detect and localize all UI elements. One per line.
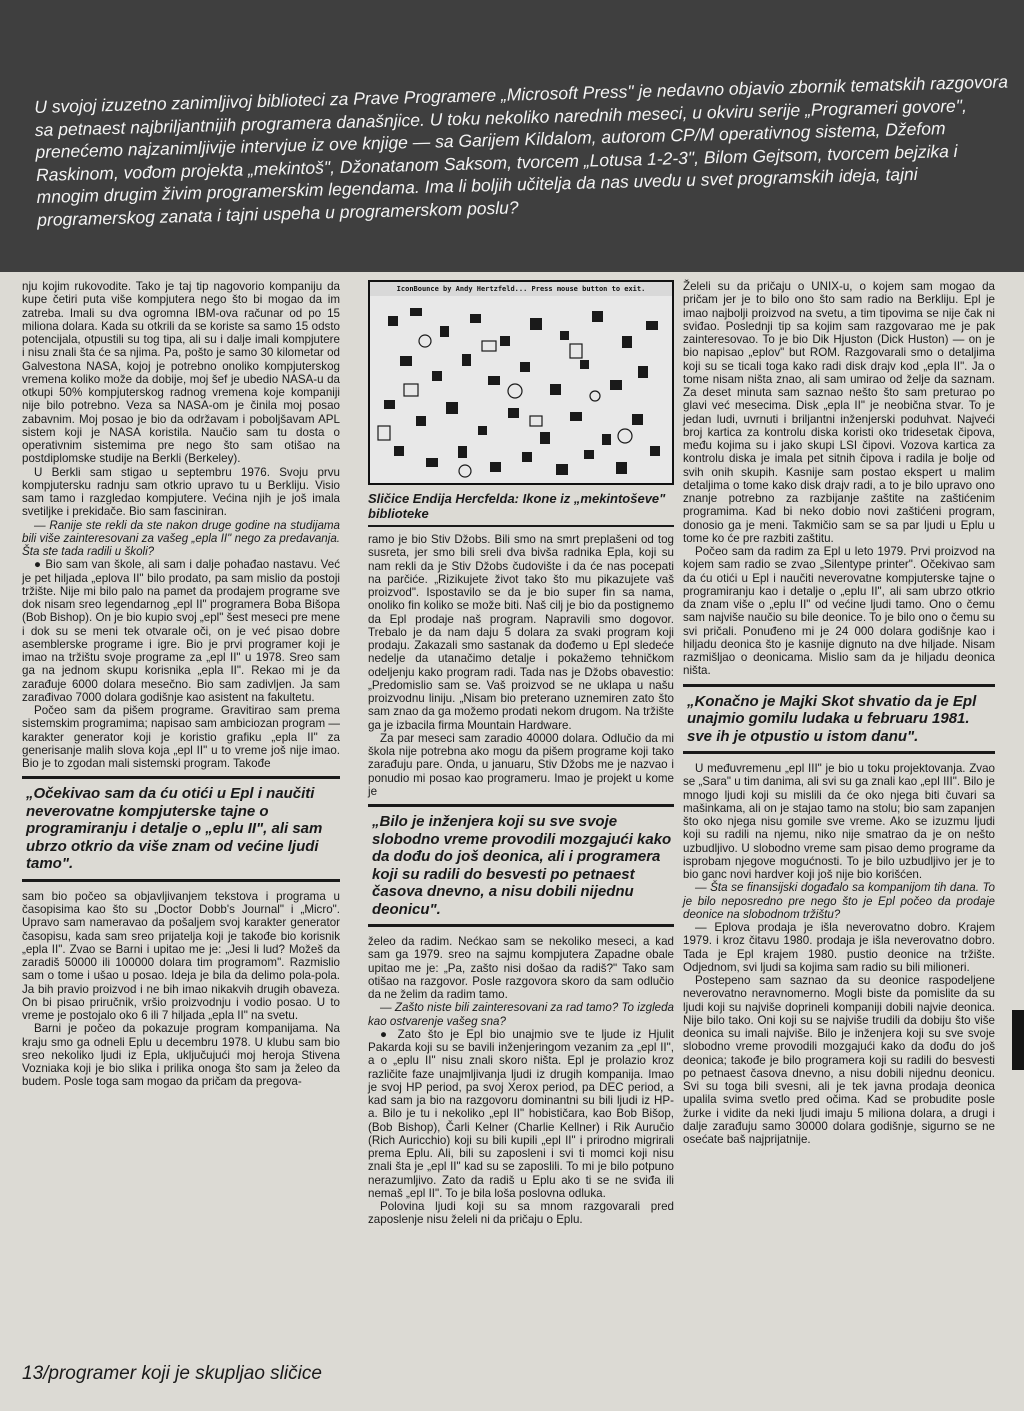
pull-quote: „Bilo je inženjera koji su sve svoje slobodno vreme provodili mozgajući kako da dođu do još deonica, ali i programera koji su radili do besvesti po petnaest časova dnevno, a nisu dobili nijednu deonicu".: [368, 804, 674, 927]
figure-caption: Sličice Endija Hercfelda: Ikone iz „mekintoševe" biblioteke: [368, 491, 674, 527]
pull-quote: „Konačno je Majki Skot shvatio da je Epl unajmio gomilu ludaka u februaru 1981. sve ih je otpustio u istom danu".: [683, 684, 995, 755]
column-left: [22, 280, 340, 1380]
paragraph: ramo je bio Stiv Džobs. Bili smo na smrt preplašeni od tog susreta, jer smo bili sreli dva bivša radnika Epla, koji su nam rekli da je Stiv Džobs čudovište i da će nas pocepati na parčiće. „Rizikujete život tako što mu pikazujete vaš proizvod". Ispostavilo se da je bio super fin sa nama, onoliko fin koliko se može biti. Naš cilj je bio da postignemo da Epl prodaje naš program. Napravili smo dogovor. Trebalo je da nam daju 5 dolara za svaki program koji prodaju. Zakazali smo sastanak da dođemo u Epl sledeće nedelje da utanačimo detalje i pokažemo tehničkom odeljenju kako program radi. Tada nas je Džobs obavestio: „Predomislio sam se. Vaš proizvod se ne uklapa u našu proizvodnu liniju. „Nisam bio preterano uznemiren zato što sam znao da ga možemo prodati nekom drugom. Na tržište ga je izbacila firma Mountain Hardware.: [368, 533, 674, 732]
paragraph: Počeo sam da radim za Epl u leto 1979. Prvi proizvod na kojem sam radio se zvao „Silentype printer". Očekivao sam da ću otići u Epl i naučiti neverovatne kompjuterske tajne o programiranju kao i detalje o „eplu II", ali sam ubrzo otkrio da znam više o „eplu II" od većine ljudi tamo. Ono o čemu sam najviše naučio su bile deonice. To je bilo ono o čemu su svi pričali. Ponuđeno mi je 24 000 dolara godišnje kao i hiljadu deonica što je kasnije dignuto na dve hiljade. Nisam razmišljao o deonicama. Mislio sam da je hiljadu deonica ništa.: [683, 545, 995, 678]
paragraph: ● Zato što je Epl bio unajmio sve te ljude iz Hjulit Pakarda koji su se bavili inženjeringom vezanim za „epl II", a o „eplu II" nisu znali skoro ništa. Epl je prolazio kroz različite faze unajmljivanja ljudi iz drugih kompanija. Imao je svoj HP period, pa svoj Xerox period, pa DEC period, a kad sam ja bio na razgovoru dominantni su bili ljudi iz HP-a. Bilo je tu i nekoliko „epl II" hobističara, kao Bob Bišop, (Bob Bishop), Čarli Kelner (Charlie Kellner) i Rik Auručio (Rich Auricchio) koji su bili kupili „epl II" i prirodno migrirali prema Eplu. Ali, bili su zaposleni i svi ti momci koji nisu znali šta je „epl II" kad su se zaposlili. To mi je bilo potpuno nerazumljivo. Zato da radiš u Eplu ako ti se ne sviđa ili nemaš „epl II". To je bila loša poslovna odluka.: [368, 1027, 674, 1200]
paragraph: nju kojim rukovodite. Tako je taj tip nagovorio kompaniju da kupe četiri puta više kompjutera nego što bi mogao da im zatreba. Imali su dva ogromna IBM-ova računar od po 15 miliona dolara. Kada su otkrili da se koriste sa samo 15 odsto potencijala, otpustili su tog tipa, ali su i dalje imali kompjutere i nisu znali šta će sa njima. Pa, pošto je samo 30 kilometar od Galvestona NASA, kojoj je potrebno onoliko kompjuterskog vremena koliko može da dobije, moj šef je ubedio NASA-u da otkupi 50% kompjuterskog radnog vremena koje kompaniji nije bilo potrebno. Veza sa NASA-om je činila moj posao zabavnim. Moj posao je bio da održavam i poboljšavam APL sistem koji je NASA koristila. Naučio sam tu dosta o operativnim sistemima pre nego što sam otišao na postdiplomske studije na Berkli (Berkeley).: [22, 280, 340, 466]
figure-title-bar: IconBounce by Andy Hertzfeld... Press mouse button to exit.: [370, 282, 672, 296]
paragraph: Polovina ljudi koji su sa mnom razgovarali pred zaposlenje nisu želeli ni da pričaju o Eplu.: [368, 1200, 674, 1227]
page-footer: 13/programer koji je skupljao sličice: [22, 1363, 322, 1384]
interview-question: — Šta se finansijski događalo sa kompanijom tih dana. To je bilo neposredno pre nego što je Epl počeo da prodaje deonice na slobodnom tržištu?: [683, 881, 995, 921]
icon-collage-image: [370, 296, 672, 483]
paragraph: želeo da radim. Nećkao sam se nekoliko meseci, a kad sam ga 1979. sreo na sajmu kompjutera Zapadne obale upitao me je: „Pa, zašto nisi došao da radiš?" Tako sam otišao na razgovor. Posle razgovora skoro da sam odlučio da ne želim da radim tamo.: [368, 935, 674, 1001]
paragraph: Počeo sam da pišem programe. Gravitirao sam prema sistemskim programima; napisao sam ambiciozan program — karakter generator koji je koristio grafiku „epla II" za generisanje malih slova koja „epl II" u to vreme još nije imao. Bio je to zgodan mali sistemski program. Takođe: [22, 704, 340, 770]
column-middle: [368, 280, 674, 1380]
paragraph: sam bio počeo sa objavljivanjem tekstova i programa u časopisima kao što su „Doctor Dobb's Journal" i „Micro". Upravo sam nameravao da pošaljem svoj karakter generator časopisu, kada sam sreo prijatelja koji je takođe bio korisnik „epla II". Zvao se Barni i upitao me je: „Jesi li lud? Možeš da zaradiš 50000 ili 100000 dolara tim programom". Razmislio sam o tome i ušao u posao. Ideja je bila da delimo pola-pola. Ja bih pravio proizvod i ne bih imao nikakvih drugih obaveza. On bi pisao priručnik, vršio proizvodnju i vodio posao. U to vreme je postojalo oko 6 ili 7 hiljada „epla II" na svetu.: [22, 889, 340, 1022]
paragraph: U Berkli sam stigao u septembru 1976. Svoju prvu kompjutersku radnju sam otkrio upravo tu u Berkliju. Visio sam tamo i razgledao kompjutere. Većina njih je još imala svetiljke i prekidače. Bio sam fasciniran.: [22, 465, 340, 519]
screenshot-figure: [368, 280, 674, 485]
intro-text: U svojoj izuzetno zanimljivoj biblioteci za Prave Programere „Microsoft Press" je nedavno objavio zbornik tematskih razgovora sa petnaest najbriljantnijih programera današnjice. U toku nekoliko narednih meseci, u okviru serije „Programeri govore", prenećemo najzanimljivije intervjue iz ove knjige — sa Garijem Kildalom, autorom CP/M operativnog sistema, Džefom Raskinom, vođom projekta „mekintoš", Džonatanom Saksom, tvorcem „Lotusa 1-2-3", Bilom Gejtsom, tvorcem bejzika i mnogim drugim živim programerskim legendama. Ima li boljih učitelja da nas uvedu u svet programskih ideja, tajni programerskog zanata i tajni uspeha u programerskom poslu?: [34, 71, 1009, 230]
intro-banner: [0, 0, 1024, 272]
paragraph: Barni je počeo da pokazuje program kompanijama. Na kraju smo ga odneli Eplu u decembru 1978. U klubu sam bio sreo nekoliko ljudi iz Epla, uključujući moj heroja Stivena Vozniaka koji je bio slika i prilika onoga što sam ja želeo da budem. Posle toga sam mogao da pričam da pregova-: [22, 1022, 340, 1089]
interview-question: — Zašto niste bili zainteresovani za rad tamo? To izgleda kao ostvarenje vašeg sna?: [368, 1001, 674, 1028]
paragraph: U međuvremenu „epl III" je bio u toku projektovanja. Zvao se „Sara" u tim danima, ali svi su ga znali kao „epl III". Bilo je mnogo ljudi koji su mislili da će oko njega biti čuvari sa mašinkama, ali on je stajao tamo na stolu; bio sam zapanjen što oko njega nisu gomile sve vreme. Ako se izuzmu ljudi koji su radili na njemu, niko nije smatrao da je on nešto uzbudljivo. U slobodno vreme sam pisao demo programe da isprobam njegove mogućnosti. To je bilo uzbudljivo jer je to bio ganc novi hardver koji još nije bio korišćen.: [683, 762, 995, 881]
paragraph: ● Bio sam van škole, ali sam i dalje pohađao nastavu. Već je pet hiljada „eplova II" bilo prodato, pa sam mislio da postoji tržište. Nije mi bilo palo na pamet da prodajem programe sve dok nisam sreo legendarnog „epl II" programera Boba Bišopa (Bob Bishop). On je bio kupio svoj „epl" šest meseci pre mene i dok su se meni tek otvarale oči, on je već pisao dobre asemblerske programe i igre. Bio je prvi programer koji je imao na tržištu svoje programe za „epl II" u 1978. Sreo sam ga na jednom skupu korisnika „epla II". Rekao mi je da zarađuje 6000 dolara mesečno. Bio sam zadivljen. Ja sam zarađivao 7000 dolara godišnje kao asistent na fakultetu.: [22, 558, 340, 704]
paragraph: Postepeno sam saznao da su deonice raspodeljene neverovatno neravnomerno. Mogli biste da pomislite da su ljudi koji su najviše doprineli kompaniji dobili najvie deonica. Nije bilo tako. Oni koji su se najviše trudili da dobiju što više deonica su imali najviše. Bilo je inženjera koji su sve svoje slobodno vreme provodili mozgajući kako da dođu do još deonica; takođe je bilo programera koji su radili do besvesti po petnaest časova dnevno, a nisu dobili nijednu deonicu. Svi su toga bili svesni, ali je tek javna prodaja deonica upalila svima svetlo pred očima. Kad se probudite posle žurke i vidite da neki ljudi imaju 5 miliona dolara, a drugi i dalje zarađuju samo 30000 dolara godišnje, sigurno se ne osećate baš najprijatnije.: [683, 974, 995, 1146]
interview-question: — Ranije ste rekli da ste nakon druge godine na studijama bili više zainteresovani za vašeg „epla II" nego za predavanja. Šta ste tada radili u školi?: [22, 518, 340, 558]
column-right: [683, 280, 995, 1380]
paragraph: Za par meseci sam zaradio 40000 dolara. Odlučio da mi škola nije potrebna ako mogu da pišem programe koji tako zarađuju pare. Onda, u januaru, Stiv Džobs me je nazvao i ponudio mi posao kao programeru. Imao je projekt u kome je: [368, 731, 674, 798]
paragraph: — Eplova prodaja je išla neverovatno dobro. Krajem 1979. i kroz čitavu 1980. prodaja je išla neverovatno dobro. Tada je Epl krajem 1980. pustio deonice na tržište. Odjednom, svi ljudi sa kojima sam radio su bili milioneri.: [683, 921, 995, 974]
pull-quote: „Očekivao sam da ću otići u Epl i naučiti neverovatne kompjuterske tajne o programiranju i detalje o „eplu II", ali sam ubrzo otkrio da više znam od većine ljudi tamo".: [22, 776, 340, 882]
paragraph: Želeli su da pričaju o UNIX-u, o kojem sam mogao da pričam jer je to bilo ono što sam radio na Berkliju. Epl je imao najbolji proizvod na svetu, a tim tipovima se nije čak ni sviđao. Poslednji tip sa kojim sam razgovarao me je pak zainteresovao. To je bio Dik Hjuston (Dick Huston) — on je bio napisao „eplov" but ROM. Razgovarali smo o detaljima koji su se ticali toga kako radi disk drajv kod „epla II". Ja o tome nisam ništa znao, ali sam umirao od želje da saznam. Za deset minuta sam saznao nešto što sam preturao po glavi već mesecima. Disk „epla II" je neobična stvar. To je jedan ludi, uvrnuti i briljantni inženjerski poduhvat. Najveći broj kartica za kontrolu diska koristi oko tridesetak čipova, među kojima su i jako skupi LSI čipovi. Vozova kartica za kontrolu diska je imala pet sitnih čipova i radila je bolje od svih onih skupih. Kasnije sam postao ekspert u malim detaljima o tome kako disk drajv radi, a to je bilo upravo ono znanje potrebno za razbijanje zaštite na zaštićenim programima. Kad bi neko dobio novi zaštićeni program, donosio ga je meni. Takmičio sam se sa par ljudi u Eplu u tome ko će pre razbiti zaštitu.: [683, 280, 995, 545]
page-edge-tab: [1012, 1010, 1024, 1070]
